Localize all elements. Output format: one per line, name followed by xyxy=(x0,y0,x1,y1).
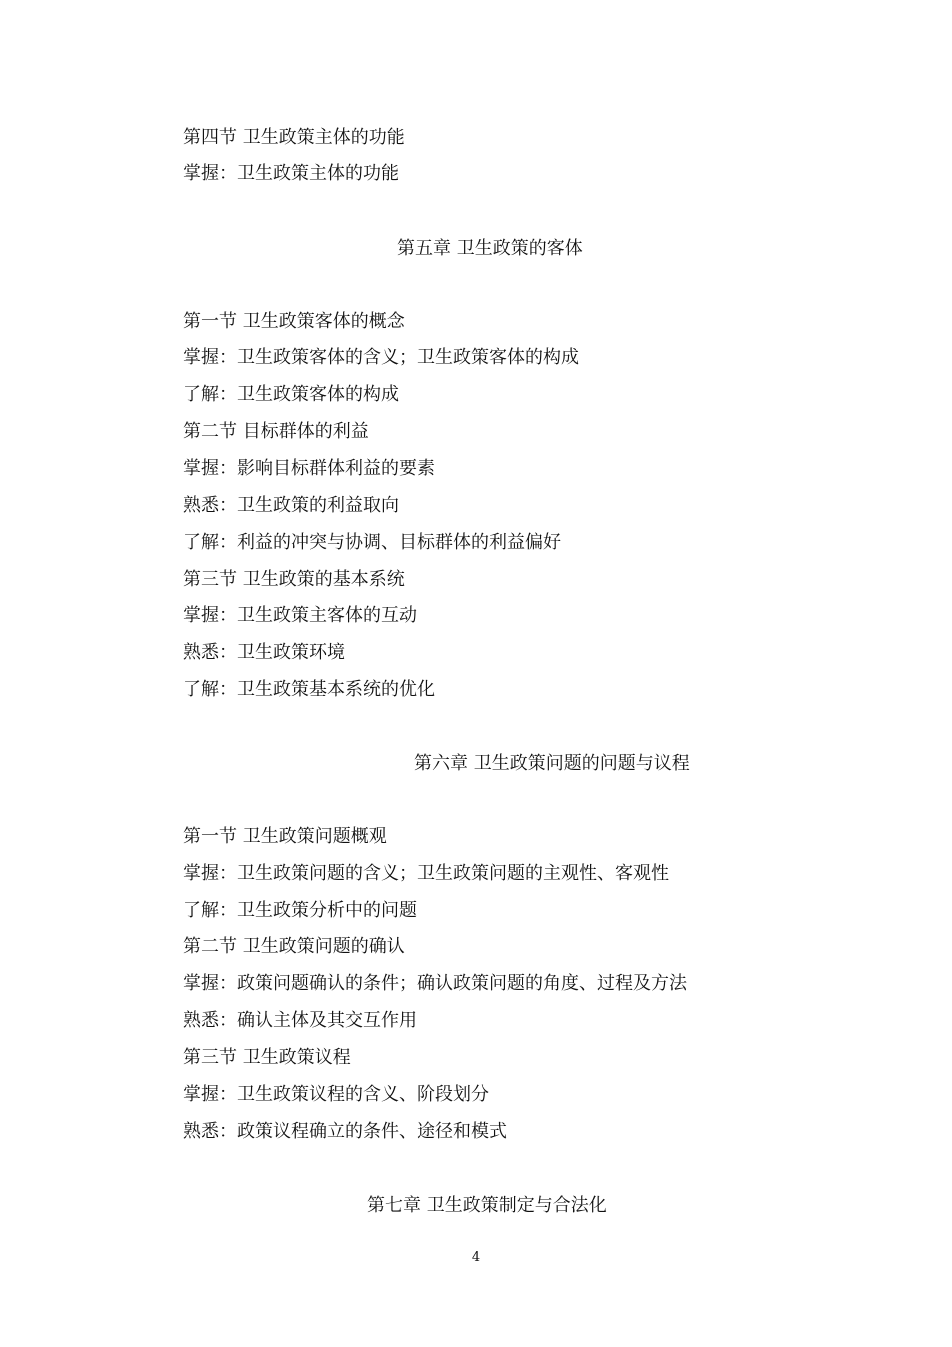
requirement-line: 了解：卫生政策客体的构成 xyxy=(183,384,399,405)
requirement-line: 了解：卫生政策基本系统的优化 xyxy=(183,679,435,700)
section-heading: 第四节 卫生政策主体的功能 xyxy=(183,127,405,148)
requirement-line: 了解：卫生政策分析中的问题 xyxy=(183,900,417,921)
requirement-line: 掌握：卫生政策议程的含义、阶段划分 xyxy=(183,1084,489,1105)
chapter-title: 第七章 卫生政策制定与合法化 xyxy=(367,1195,607,1216)
requirement-line: 掌握：卫生政策主体的功能 xyxy=(183,163,399,184)
section-heading: 第三节 卫生政策议程 xyxy=(183,1047,351,1068)
requirement-line: 熟悉：卫生政策的利益取向 xyxy=(183,495,399,516)
requirement-line: 掌握：卫生政策主客体的互动 xyxy=(183,605,417,626)
section-heading: 第二节 卫生政策问题的确认 xyxy=(183,936,405,957)
requirement-line: 熟悉：确认主体及其交互作用 xyxy=(183,1010,417,1031)
section-heading: 第二节 目标群体的利益 xyxy=(183,421,369,442)
section-heading: 第一节 卫生政策问题概观 xyxy=(183,826,387,847)
requirement-line: 掌握：卫生政策客体的含义；卫生政策客体的构成 xyxy=(183,347,579,368)
section-heading: 第一节 卫生政策客体的概念 xyxy=(183,311,405,332)
requirement-line: 熟悉：政策议程确立的条件、途径和模式 xyxy=(183,1121,507,1142)
page-number: 4 xyxy=(471,1250,481,1265)
chapter-title: 第六章 卫生政策问题的问题与议程 xyxy=(414,753,690,774)
section-heading: 第三节 卫生政策的基本系统 xyxy=(183,569,405,590)
chapter-title: 第五章 卫生政策的客体 xyxy=(397,238,583,259)
requirement-line: 掌握：卫生政策问题的含义；卫生政策问题的主观性、客观性 xyxy=(183,863,669,884)
requirement-line: 了解：利益的冲突与协调、目标群体的利益偏好 xyxy=(183,532,561,553)
requirement-line: 掌握：政策问题确认的条件；确认政策问题的角度、过程及方法 xyxy=(183,973,687,994)
requirement-line: 掌握：影响目标群体利益的要素 xyxy=(183,458,435,479)
requirement-line: 熟悉：卫生政策环境 xyxy=(183,642,345,663)
